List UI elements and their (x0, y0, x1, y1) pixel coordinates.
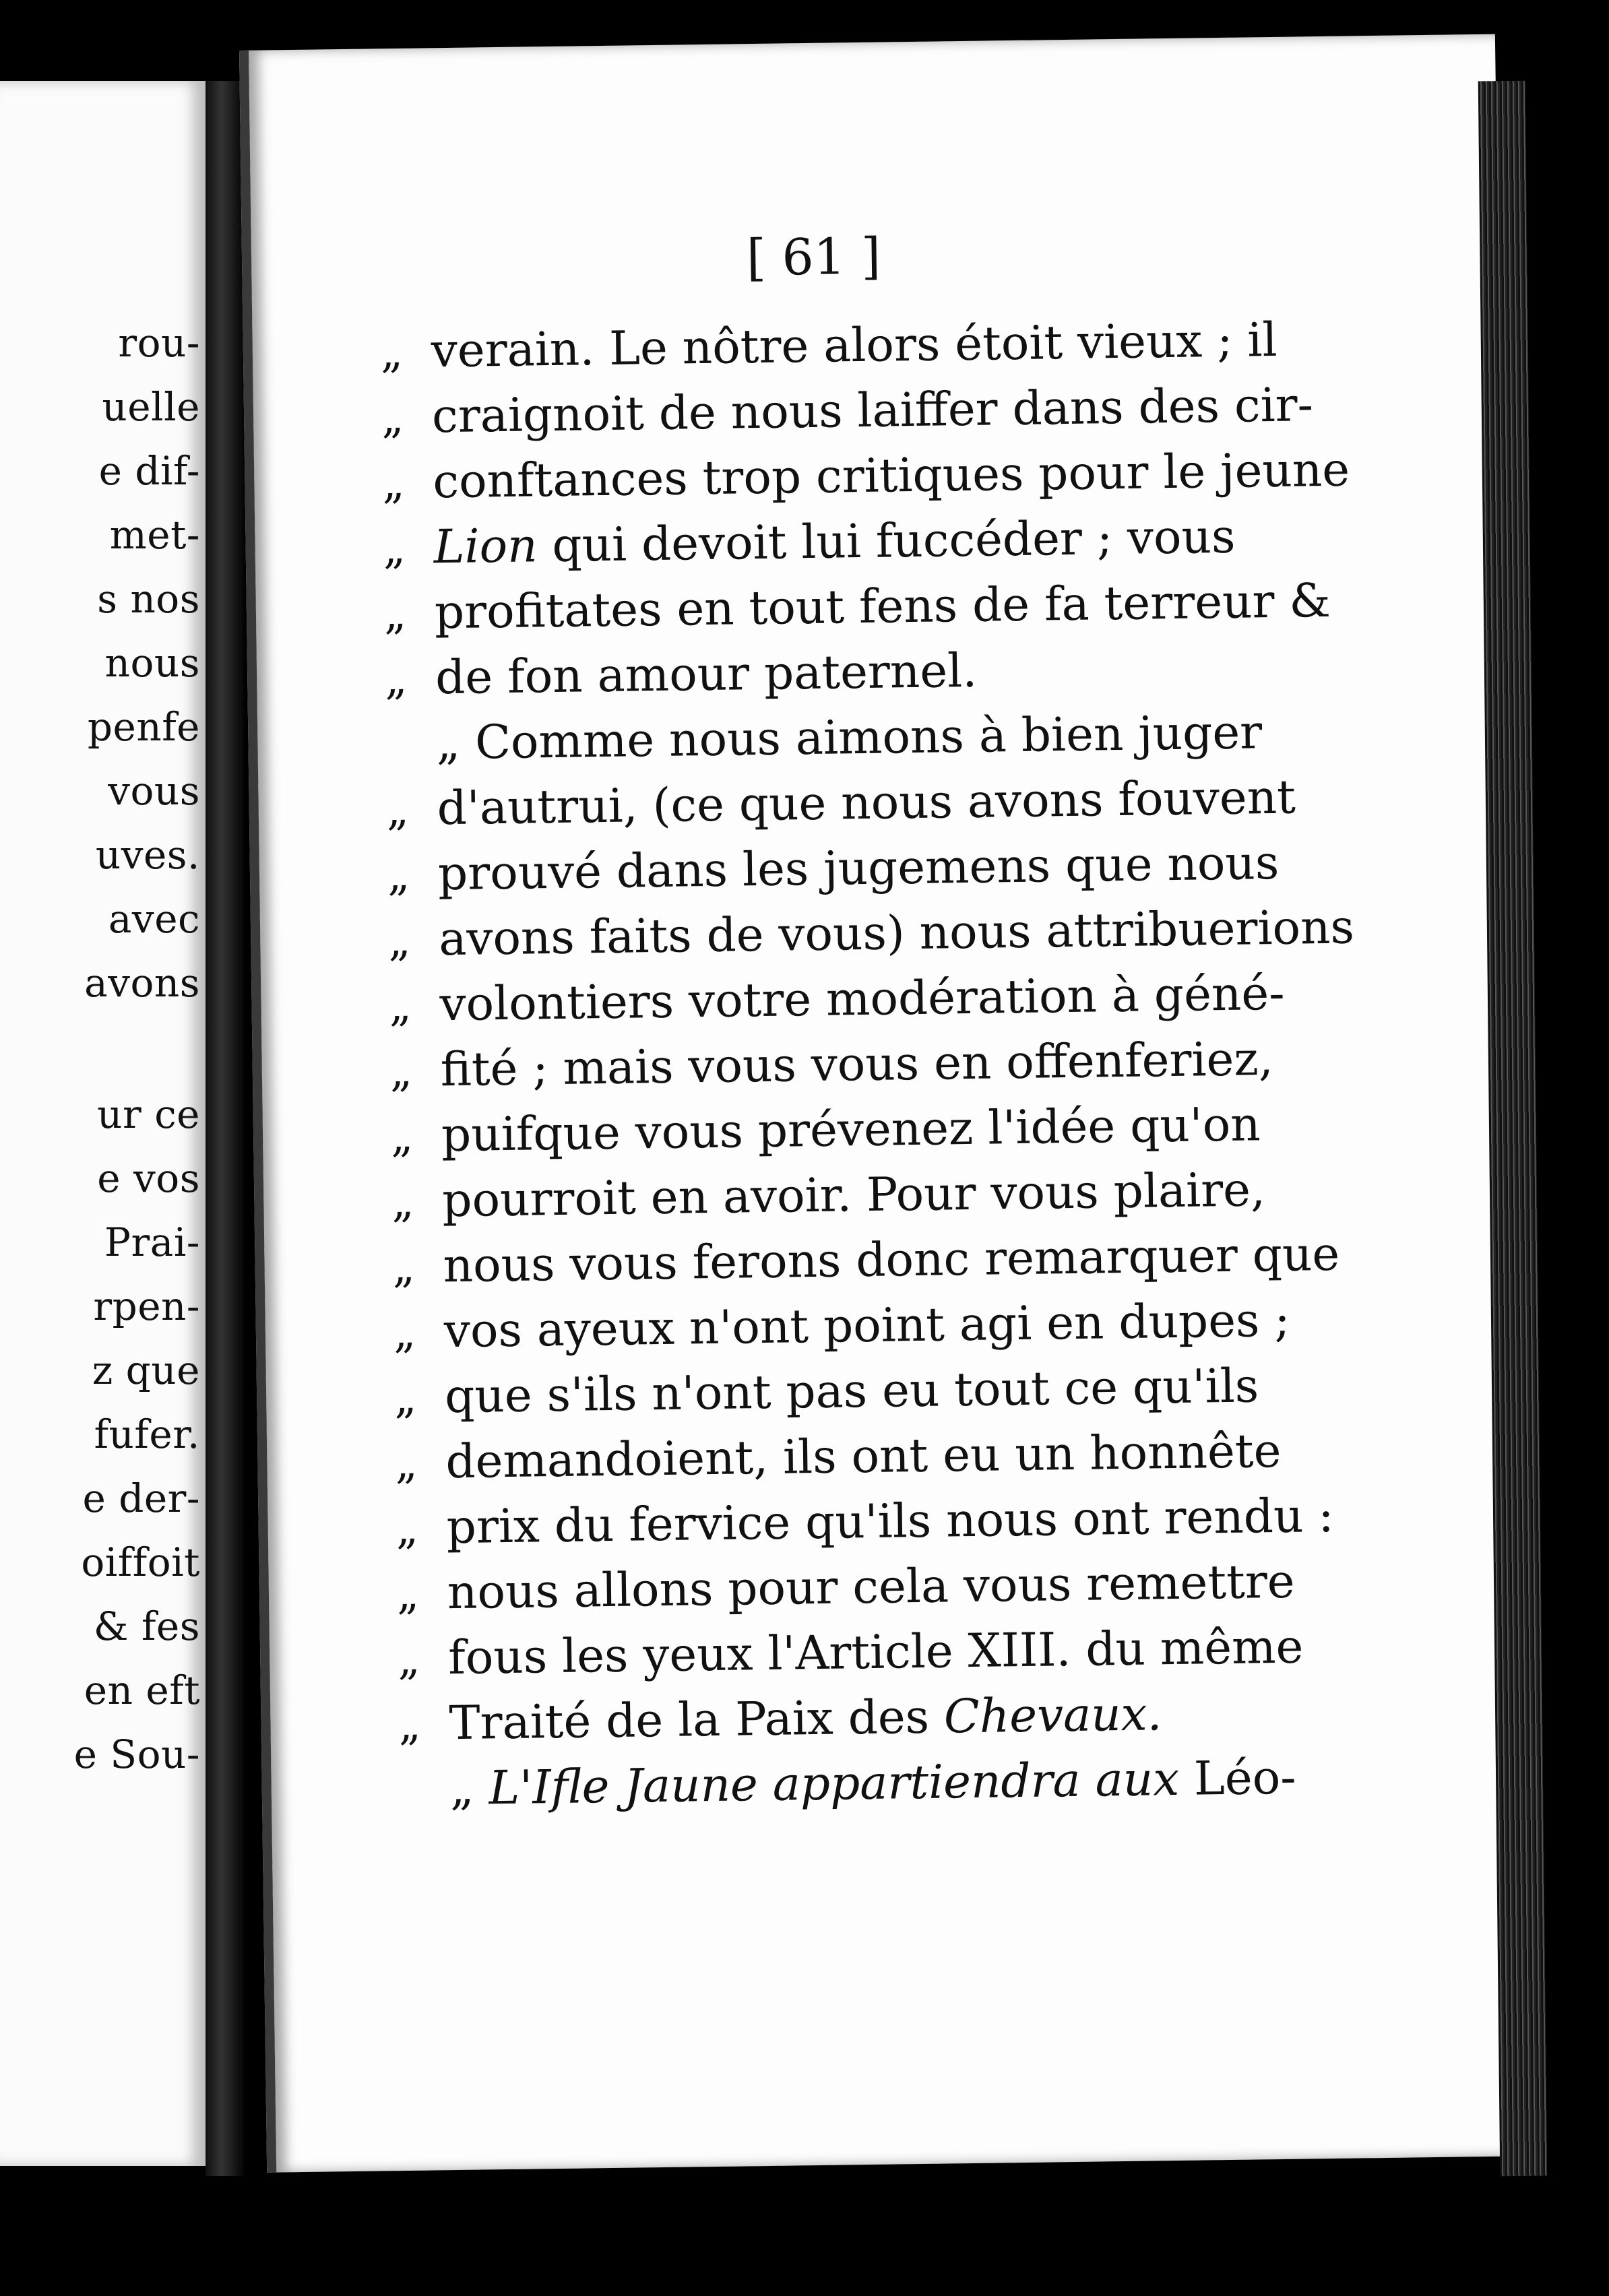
line-text: Traité de la Paix des (449, 1690, 945, 1751)
line-text: nous vous ferons donc remarquer que (443, 1227, 1340, 1294)
book-gutter (206, 81, 246, 2176)
quote-mark: „ (381, 393, 404, 444)
facing-page-line: rou- (118, 320, 200, 366)
quote-mark: „ (386, 785, 410, 836)
quote-mark: „ (392, 1242, 416, 1294)
line-text: craignoit de nous laiffer dans des cir- (431, 378, 1314, 444)
text-line (391, 1097, 1261, 1163)
text-line (391, 1163, 1266, 1228)
quote-mark: „ (393, 1308, 416, 1359)
facing-page (0, 81, 210, 2166)
quote-mark: „ (398, 1700, 422, 1751)
text-line (394, 1359, 1259, 1424)
text-line (393, 1294, 1290, 1359)
line-tail: Léo- (1178, 1750, 1297, 1806)
quote-mark: „ (384, 654, 408, 705)
line-text: qui devoit lui fuccéder ; vous (537, 509, 1236, 573)
text-line (396, 1555, 1295, 1620)
text-line (386, 771, 1296, 837)
quote-mark: „ (394, 1438, 418, 1490)
facing-page-line: uves. (95, 832, 200, 878)
line-text: de fon amour paternel. (435, 643, 978, 705)
facing-page-line: penfe (87, 704, 200, 750)
facing-page-line: nous (104, 640, 200, 686)
text-line (380, 313, 1277, 379)
text-line (387, 836, 1280, 901)
line-text: verain. Le nôtre alors étoit vieux ; il (431, 313, 1278, 379)
text-line (382, 443, 1350, 509)
text-line (389, 967, 1285, 1032)
quote-mark: „ (397, 1634, 420, 1686)
line-text: pourroit en avoir. Pour vous plaire, (441, 1163, 1266, 1228)
facing-page-line: ur ce (97, 1091, 200, 1137)
facing-page-line: Prai- (104, 1219, 200, 1265)
quote-mark: „ (393, 1373, 417, 1424)
facing-page-line: e Sou- (73, 1731, 200, 1777)
text-line (449, 1751, 1296, 1816)
quote-mark: „ (396, 1569, 420, 1620)
line-text: que s'ils n'ont pas eu tout ce qu'ils (444, 1359, 1259, 1424)
facing-page-line: met- (109, 512, 200, 558)
italic-word: Chevaux. (943, 1687, 1162, 1744)
line-text: volontiers votre modération à géné- (439, 966, 1285, 1032)
quote-mark: „ (387, 850, 410, 901)
text-line (385, 644, 978, 705)
text-line (388, 900, 1355, 967)
main-page (239, 34, 1523, 2173)
facing-page-line: & fes (93, 1603, 200, 1649)
facing-page-line: rpen- (93, 1283, 200, 1329)
italic-word: Lion (433, 519, 538, 575)
line-text: profitates en tout fens de fa terreur & (434, 573, 1331, 640)
line-text: fité ; mais vous vous en offenferiez, (440, 1032, 1274, 1097)
line-text: conftances trop critiques pour le jeune (432, 443, 1350, 509)
italic-phrase: L'Ifle Jaune appartiendra aux (488, 1752, 1180, 1816)
text-line (392, 1227, 1340, 1294)
text-line (383, 510, 1236, 575)
line-text: fous les yeux l'Article XIII. du même (447, 1620, 1304, 1686)
facing-page-line: e der- (82, 1475, 200, 1521)
line-text: avons faits de vous) nous attribuerions (438, 900, 1355, 967)
quote-mark: „ (387, 916, 411, 967)
quote-mark: „ (389, 1046, 413, 1097)
quote-mark: „ (389, 981, 412, 1032)
line-text: puifque vous prévenez l'idée qu'on (441, 1097, 1261, 1163)
facing-page-line: en eft (84, 1667, 200, 1713)
line-text: d'autrui, (ce que nous avons fouvent (437, 770, 1296, 836)
quote-mark: „ (390, 1112, 414, 1163)
quote-mark: „ (391, 1177, 415, 1228)
text-line (396, 1489, 1334, 1555)
facing-page-line: avec (108, 896, 200, 942)
text-line (398, 1620, 1304, 1686)
facing-page-line: s nos (97, 576, 200, 622)
facing-page-line: e vos (97, 1155, 200, 1201)
text-line (389, 1032, 1273, 1097)
quote-mark: „ (396, 1504, 419, 1555)
page-number: [ 61 ] (746, 227, 881, 288)
facing-page-line: e dif- (98, 448, 200, 494)
facing-page-line: z que (92, 1347, 200, 1393)
quote-mark: „ (381, 458, 406, 509)
text-line (383, 574, 1331, 640)
line-text: nous allons pour cela vous remettre (447, 1554, 1296, 1620)
text-line (381, 378, 1314, 444)
line-text: prouvé dans les jugemens que nous (437, 835, 1280, 901)
facing-page-line: fufer. (94, 1411, 200, 1457)
text-line (436, 705, 1263, 770)
facing-page-line: oiffoit (81, 1539, 200, 1585)
line-text: „ (449, 1761, 490, 1816)
line-text: vos ayeux n'ont point agi en dupes ; (443, 1293, 1291, 1359)
line-text: „ Comme nous aimons à bien juger (435, 705, 1263, 771)
facing-page-line: vous (108, 768, 200, 814)
text-line (395, 1424, 1282, 1490)
quote-mark: „ (383, 523, 406, 575)
line-text: prix du fervice qu'ils nous ont rendu : (446, 1488, 1335, 1555)
line-text: demandoient, ils ont eu un honnête (445, 1424, 1282, 1490)
quote-mark: „ (380, 327, 404, 379)
facing-page-line: avons (84, 960, 200, 1006)
facing-page-line: uelle (102, 384, 200, 430)
quote-mark: „ (383, 589, 407, 640)
text-line (398, 1687, 1162, 1751)
